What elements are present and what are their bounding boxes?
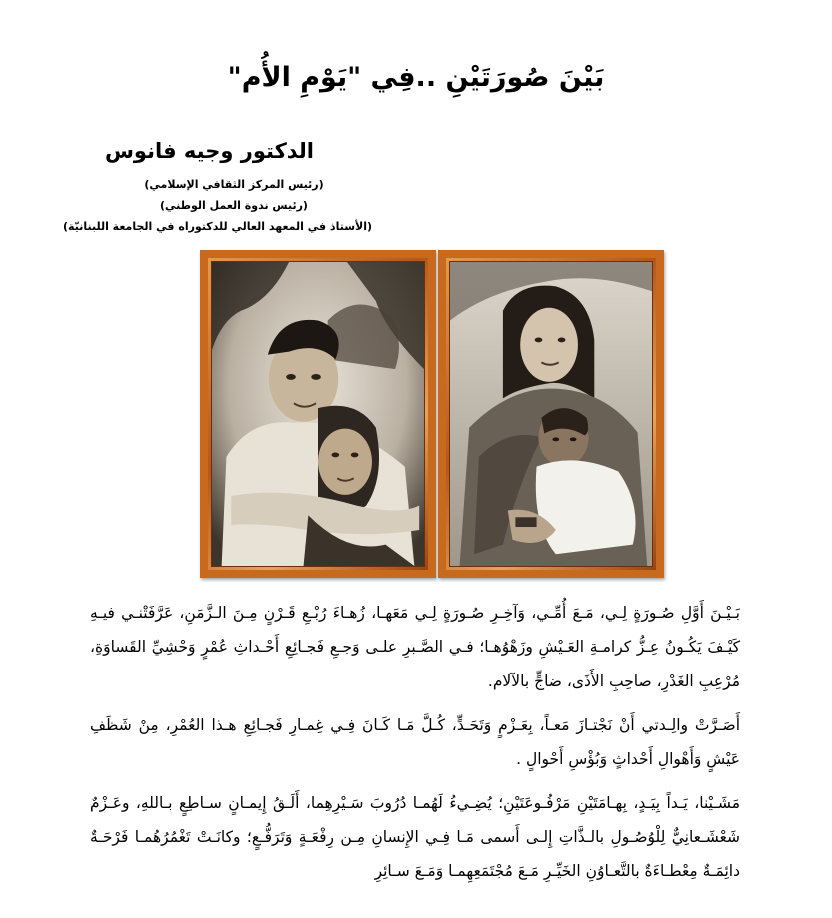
author-block <box>63 136 372 237</box>
author-role-1: (رئيس المركز الثقافي الإسلامي) <box>144 178 324 191</box>
photo-frame-right <box>438 250 664 578</box>
page-title: بَيْنَ صُورَتَيْنِ ..فِي "يَوْمِ الأُم" <box>227 62 605 93</box>
author-role-2: (رئيس ندوة العمل الوطني) <box>160 199 308 212</box>
author-name: الدكتور وجيه فانوس <box>104 139 314 163</box>
paragraph-1: بَـيْـنَ أَوَّلِ صُـورَةٍ لِـي، مَـعَ أُمِّـي، وَآخِـرِ صُـورَةٍ لِـي مَعَهـا، زُهـاءَ رُبْـعِ قَـرْنٍ مِـنَ الـزَّمَنِ، عَرَّفَتْنـي فيـهِ كَيْـفَ يَكُـونُ عِـزُّ كرامـةِ العَـيْشِ وزَهْوُهـا؛ فـي الصَّـبرِ علـى وَجـعِ فَجـائِعِ أَحْـداثِ عُمْرٍ وَحْشِيِّ القَساوَةِ، مُرْعِبِ الغَدْرِ، صاحِبِ الأَذَى، ضاجٍّ بالآلام. <box>90 604 740 690</box>
photos-pair <box>200 250 664 580</box>
photo-frame-left <box>200 250 436 578</box>
photo-young-man-hugging-mother-icon <box>212 262 424 566</box>
paragraph-3: مَشَـيْنا، يَـداً بِيَـدٍ، بِهـامَتَيْنِ مَرْفُـوعَتَيْنِ؛ يُضِـيءُ لَهُمـا دُرُوبَ سَـيْرِهِما، أَلَـقُ إِيمـانٍ سـاطِعٍ بـاللهِ، وعَـزْمٌ شَعْشَـعانِيٌّ لِلْوُصُـولِ بالـذَّاتِ إِلـى أَسمى مَـا فِـي الإِنسانِ مِـن رِفْعَـةٍ وَتَرَفُّـعٍ؛ وكانَـتْ تَغْمُرُهُمـا فَرْحَـةٌ دائِمَـةٌ مِعْطـاءَةٌ بالتَّعـاوُنِ الخَيِّـرِ مَـعَ مُجْتَمَعِهِمـا وَمَـعَ سـائِرِ <box>90 794 740 880</box>
author-role-3: (الأستاذ في المعهد العالي للدكتوراه في الجامعة اللبنانيّة) <box>63 220 372 233</box>
paragraph-2: أَصَـرَّتْ والِـدتي أَنْ نَجْتـازَ مَعـاً، بِعَـزْمٍ وَتَحَـدٍّ، كُـلَّ مَـا كَـانَ فِـي غِمـارِ فَجـائِعِ هـذا العُمْرِ، مِنْ شَظَفِ عَيْشٍ وَأَهْوالِ أَحْداثٍ وَبُؤْسِ أَحْوالٍ . <box>90 716 740 768</box>
photo-mother-holding-child-icon <box>450 262 652 566</box>
article-body <box>90 596 740 898</box>
